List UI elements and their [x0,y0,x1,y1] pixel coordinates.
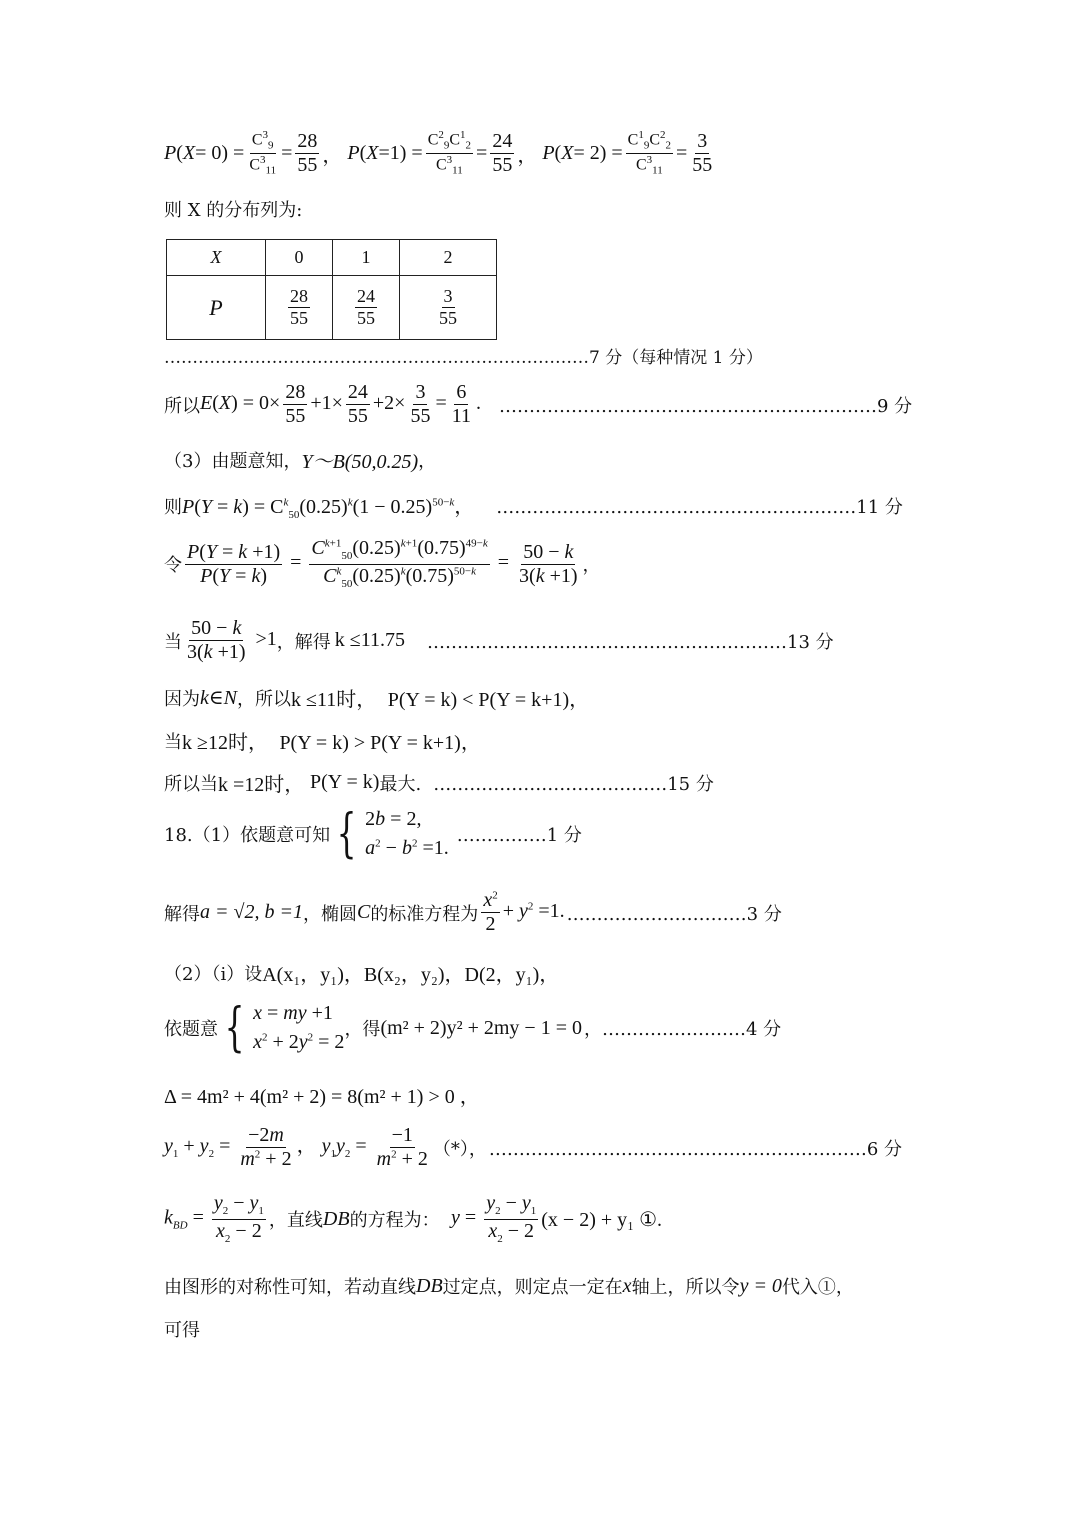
table-cell: $\frac{24}{55}$ [333,276,400,340]
ratio-line: 令 $\frac{P(Y = k +1)}{P(Y = k)}$ = $\frac{C^{k+1}_{50}(0.25)^{k+1}(0.75)^{49-k}}{C^k_{50}(0.25)^k(0.75)^{50-k}}$ = $\frac{50 - k}{3(k +1)}$ ， [164,537,601,590]
q18-line: 18.（1）依题意可知 { 2b = 2, $a^2 - b^2 =1$. ……………1 分 [164,804,582,864]
vieta-line: $y_1 + y_2$ = $\frac{-2m}{m^2 + 2}$ ， $y_1y_2$ = $\frac{-1}{m^2 + 2}$ （*）， ………………………………………………………6 分 [164,1124,903,1170]
system-line: 依题意 { x = my +1 $x^2 + 2y^2 = 2$ ，得 (m² + 2)y² + 2my − 1 = 0 ，……………………4 分 [164,998,782,1058]
expectation-line: 所以 E(X) = 0× $\frac{28}{55}$ +1× $\frac{24}{55}$ +2× $\frac{3}{55}$ = $\frac{6}{11}$ . ………………………………………………………9 分 [164,381,913,427]
table-header-2: 2 [400,240,497,276]
table-header-0: 0 [266,240,333,276]
points-line: （2）（ⅰ）设 A(x₁，y₁)，B(x₂，y₂)，D(2，y₁)， [164,963,560,986]
table-row-label: P [167,276,266,340]
slope-line: $k_{BD}$ = $\frac{y_2 - y_1}{x_2 - 2}$ ，直线 DB 的方程为： y = $\frac{y_2 - y_1}{x_2 - 2}$ (x − 2) + y₁ ①. [164,1192,663,1245]
inequality-line: 当 $\frac{50 - k}{3(k +1)}$ >1 ，解得 k ≤11.75 ……………………………………………………13 分 [164,617,834,663]
table-cell: $\frac{3}{55}$ [400,276,497,340]
because-line: 因为 k∈N ，所以 k ≤11时， P(Y = k) < P(Y = k+1)， [164,687,590,711]
ellipse-equation-line: 解得 a = √2, b =1 ，椭圆 C 的标准方程为 $\frac{x^2}{2}$ + $y^2 =1$. …………………………3 分 [164,889,782,935]
binomial-prob-line: 则 $P(Y = k) = C^k_{50}(0.25)^k(1 - 0.25)^{50-k}$， ……………………………………………………11 分 [164,496,903,521]
max-line: 所以当 k =12时， P(Y = k) 最大. …………………………………15 分 [164,771,714,796]
discriminant-line: Δ = 4m² + 4(m² + 2) = 8(m² + 1) > 0 ， [164,1086,480,1108]
keyi-line: 可得 [164,1320,200,1341]
score-7: …………………………………………………………………7 分（每种情况 1 分） [164,348,763,368]
table-header-1: 1 [333,240,400,276]
table-header-x: X [167,240,266,276]
symmetry-line: 由图形的对称性可知，若动直线 DB 过定点，则定点一定在 x 轴上，所以令 y = 0 代入①， [164,1274,854,1298]
probability-values-line: P ( X = 0) = $\frac{C^3_9}{C^3_{11}}$ = $\frac{28}{55}$ ， P ( X =1) = $\frac{C^2_9C^1_2}{C^3_{11}}$ = $\frac{24}{55}$ ， P ( X = 2) = $\frac{C^1_9C^2_2}{C^3_{11}}$ = $\frac{3}{55}$ [164,129,713,177]
distribution-label: 则 X 的分布列为: [164,200,303,221]
part3-line: （3）由题意知， Y～B(50,0.25) ， [164,450,437,473]
when-k12-line: 当 k ≥12时， P(Y = k) > P(Y = k+1)， [164,731,481,754]
table-cell: $\frac{28}{55}$ [266,276,333,340]
distribution-table [166,239,497,340]
